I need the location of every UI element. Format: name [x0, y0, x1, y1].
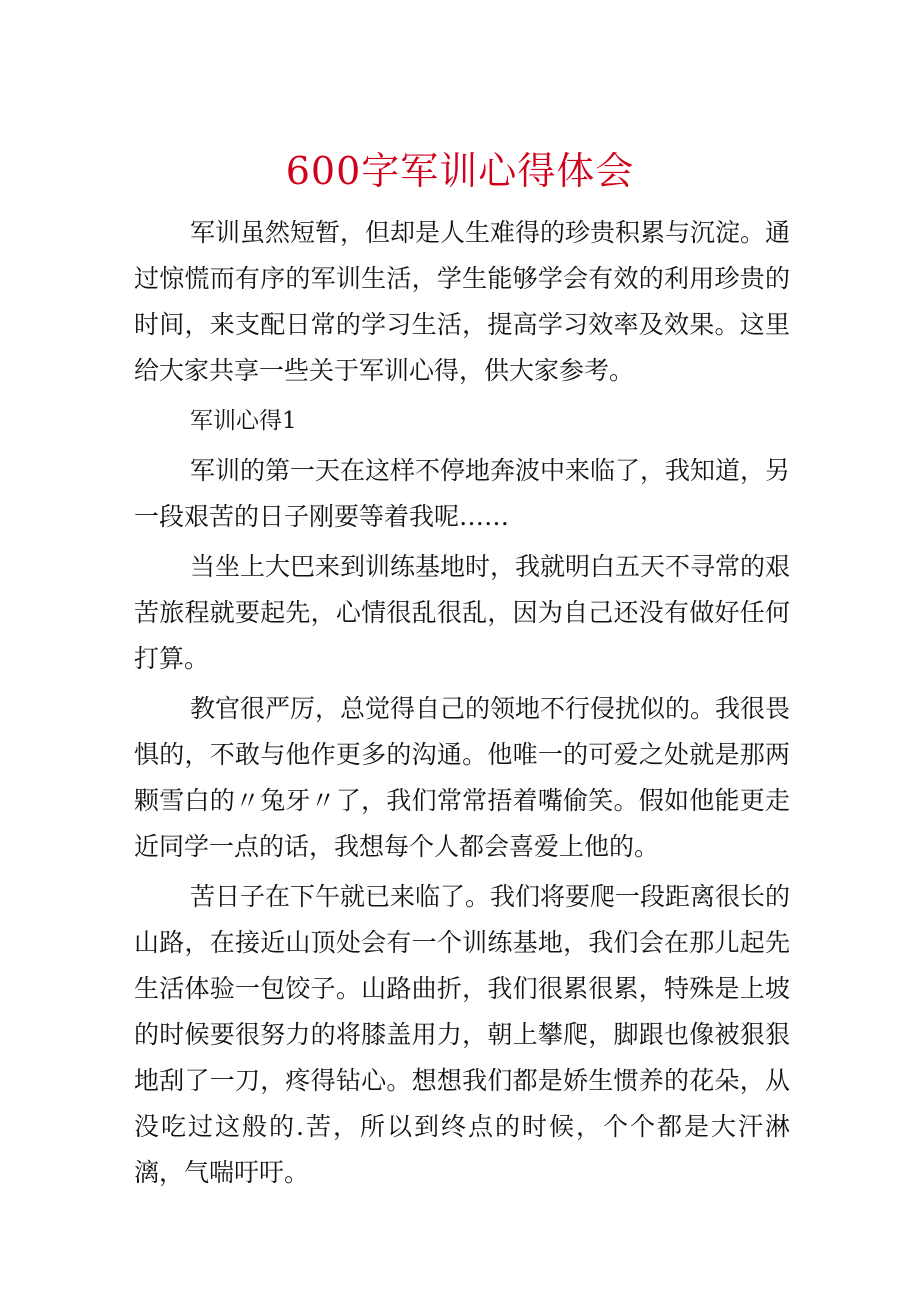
- body-paragraph: 教官很严厉，总觉得自己的领地不行侵扰似的。我很畏惧的，不敢与他作更多的沟通。他唯一的可爱之处就是那两颗雪白的〃兔牙〃了，我们常常捂着嘴偷笑。假如他能更走近同学一点的话，我想每个人都会喜爱上他的。: [134, 694, 791, 861]
- document-body: [134, 210, 790, 1200]
- section-heading: 军训心得1: [190, 408, 297, 434]
- intro-paragraph: 军训虽然短暂，但却是人生难得的珍贵积累与沉淀。通过惊慌而有序的军训生活，学生能够学会有效的利用珍贵的时间，来支配日常的学习生活，提高学习效率及效果。这里给大家共享一些关于军训心得，供大家参考。: [134, 218, 791, 385]
- body-paragraph: 苦日子在下午就已来临了。我们将要爬一段距离很长的山路，在接近山顶处会有一个训练基地，我们会在那儿起先生活体验一包饺子。山路曲折，我们很累很累，特殊是上坡的时候要很努力的将膝盖用力，朝上攀爬，脚跟也像被狠狠地刮了一刀，疼得钻心。想想我们都是娇生惯养的花朵，从没吃过这般的.苦，所以到终点的时候，个个都是大汗淋漓，气喘吁吁。: [134, 882, 791, 1187]
- document-title: 600字军训心得体会: [285, 149, 635, 193]
- body-paragraph: 当坐上大巴来到训练基地时，我就明白五天不寻常的艰苦旅程就要起先，心情很乱很乱，因为自己还没有做好任何打算。: [134, 552, 791, 673]
- body-paragraph: 军训的第一天在这样不停地奔波中来临了，我知道，另一段艰苦的日子刚要等着我呢……: [134, 456, 791, 531]
